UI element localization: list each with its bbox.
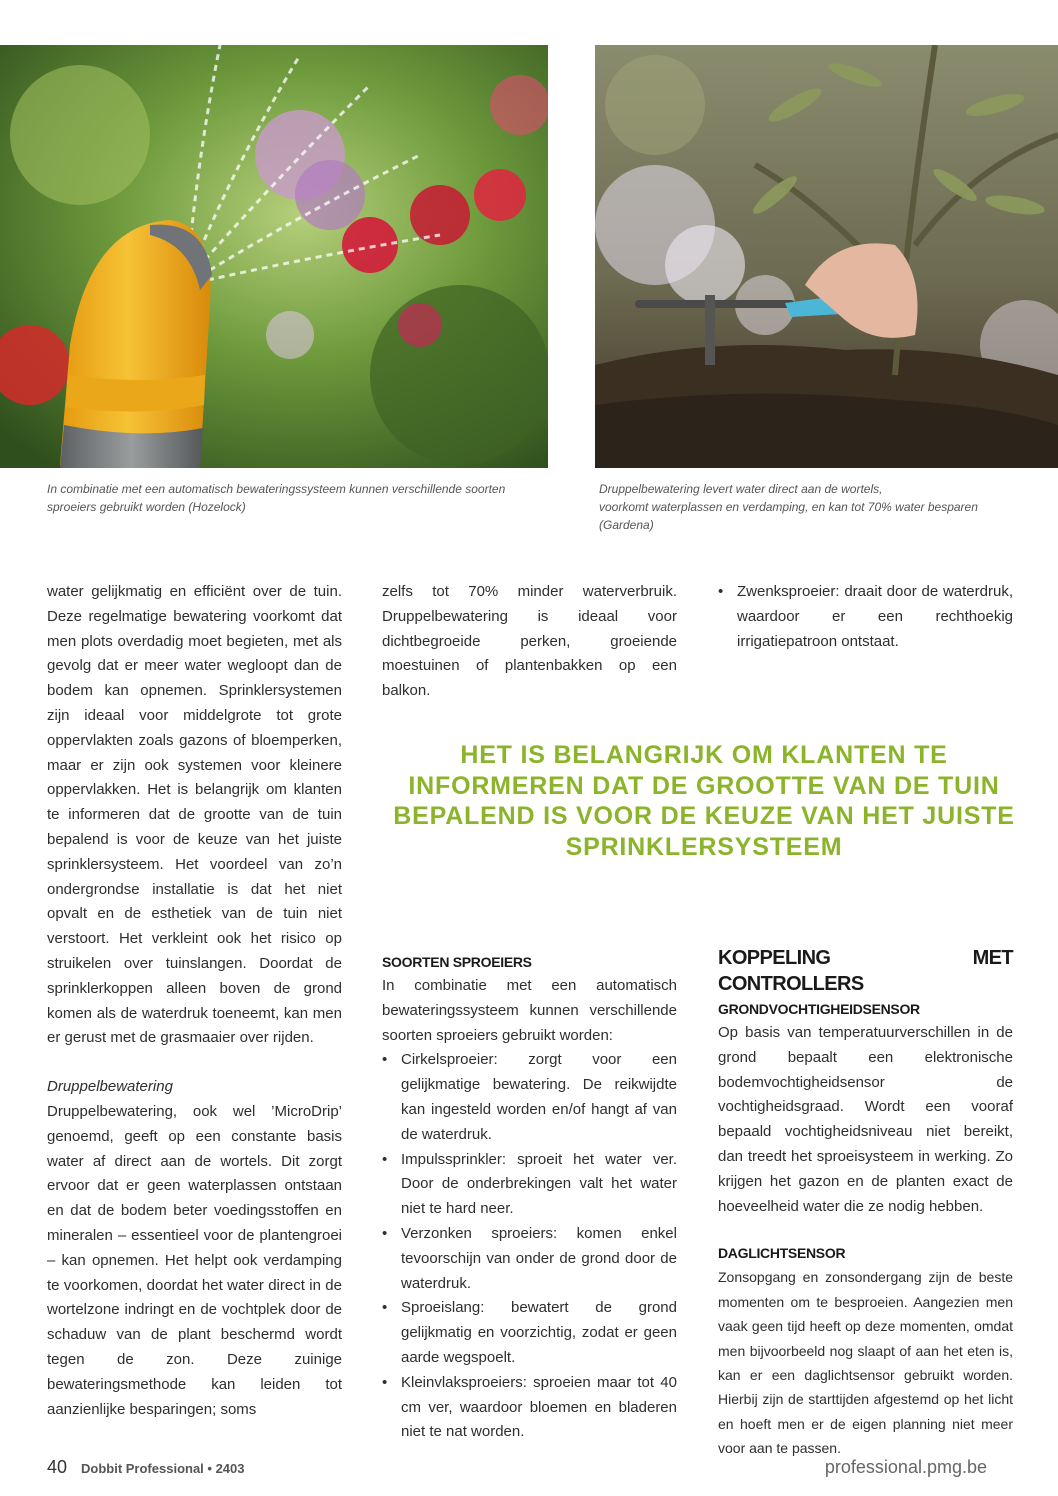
body-paragraph: Zonsopgang en zonsondergang zijn de beste momenten om te besproeien. Aangezien men vaak geen tijd heeft op deze momenten, omdat men bijvoorbeeld nog slaapt of aan het eten is, kan er een daglichtsensor gebruikt worden. Hierbij zijn de starttijden afgestemd op het licht en hoeft men er de eigen planning niet meer voor aan te passen.	[718, 1269, 1013, 1457]
bullet-item: • Zwenksproeier: draait door de waterdruk, waardoor er een rechthoekig irrigatiepatroon ontstaat.	[718, 580, 1013, 654]
magazine-name: Dobbit Professional • 2403	[81, 1461, 245, 1476]
website-link[interactable]: professional.pmg.be	[824, 1457, 987, 1477]
subsection-title: DAGLICHTSENSOR	[718, 1245, 846, 1262]
section-soorten-sproeiers	[382, 950, 677, 1445]
article-column-2-top	[382, 580, 677, 704]
caption-right-line: Druppelbewatering levert water direct aan de wortels,	[599, 482, 883, 496]
body-paragraph: Druppelbewatering, ook wel ’MicroDrip’ genoemd, geeft op een constante basis water af direct aan de wortels. Dit zorgt ervoor dat er geen waterplassen ontstaan en dat de bodem beter voedingsstoffen en mineralen – essentieel voor de plantengroei – kan opnemen. Het helpt ook verdamping te voorkomen, doordat het water direct in de wortelzone indringt en de vochtplek door de schaduw van de plant beschermd wordt tegen de zon. Deze zuinige bewateringsmethode kan leiden tot aanzienlijke besparingen; soms	[47, 1102, 342, 1418]
pull-quote: HET IS BELANGRIJK OM KLANTEN TE INFORMEREN DAT DE GROOTTE VAN DE TUIN BEPALEND IS VOOR DE KEUZE VAN HET JUISTE SPRINKLERSYSTEEM	[393, 741, 1015, 861]
body-paragraph: zelfs tot 70% minder waterverbruik. Druppelbewatering is ideaal voor dichtbegroeide perken, groeiende moestuinen of plantenbakken op een balkon.	[382, 583, 677, 700]
article-column-1	[47, 580, 342, 1422]
body-paragraph: Op basis van temperatuurverschillen in de grond bepaalt een elektronische bodemvochtigheidsensor de vochtigheidsgraad. Wordt een vooraf bepaald vochtigheidsniveau niet bereikt, dan treedt het sproeisysteem in werking. Zo krijgen het gazon en de planten exact de hoeveelheid water die ze nodig hebben.	[718, 1024, 1013, 1215]
bullet-item: • Sproeislang: bewatert de grond gelijkmatig en voorzichtig, zodat er geen aarde wegspoelt.	[382, 1296, 677, 1370]
body-paragraph: In combinatie met een automatisch bewateringssysteem kunnen verschillende soorten sproeiers gebruikt worden:	[382, 977, 677, 1044]
caption-right-line: voorkomt waterplassen en verdamping, en kan tot 70% water besparen	[599, 500, 978, 514]
subsection-title: GRONDVOCHTIGHEIDSENSOR	[718, 1001, 920, 1017]
bullet-item: • Kleinvlaksproeiers: sproeien maar tot 40 cm ver, waardoor bloemen en bladeren niet te nat worden.	[382, 1371, 677, 1445]
photo-caption-right	[599, 480, 1019, 534]
body-paragraph: water gelijkmatig en efficiënt over de tuin. Deze regelmatige bewatering voorkomt dat men plots overdadig moet begieten, met als gevolg dat er meer water wegloopt dan de bodem kan opnemen. Sprinklersystemen zijn ideaal voor middelgrote tot grote oppervlakten zoals gazons of bloemperken, maar er zijn ook systemen voor kleinere oppervlakken. Het is belangrijk om klanten te informeren dat de grootte van de tuin bepalend is voor de keuze van het juiste sprinklersysteem. Het voordeel van zo’n ondergrondse installatie is dat het niet opvalt en de esthetiek van de tuin niet verstoort. Het verkleint ook het risico op struikelen over tuinslangen. Doordat de sprinklerkoppen alleen boven de grond komen als de waterdruk toeneemt, kan men er gerust met de grasmaaier over rijden.	[47, 583, 342, 1047]
drip-irrigation-photo	[595, 45, 1058, 468]
drip-irrigation-illustration	[595, 45, 1058, 468]
photo-caption-left: In combinatie met een automatisch bewateringssysteem kunnen verschillende soorten sproeiers gebruikt worden (Hozelock)	[47, 482, 506, 514]
subheading-druppelbewatering: Druppelbewatering	[47, 1078, 173, 1096]
caption-right-line: (Gardena)	[599, 518, 654, 532]
bullet-list	[718, 580, 1013, 654]
article-column-3-top	[718, 580, 1013, 654]
section-title: SOORTEN SPROEIERS	[382, 954, 532, 970]
sprinkler-illustration	[0, 45, 548, 468]
sprinkler-photo	[0, 45, 548, 468]
bullet-item: • Verzonken sproeiers: komen enkel tevoorschijn van onder de grond door de waterdruk.	[382, 1222, 677, 1296]
bullet-item: • Cirkelsproeier: zorgt voor een gelijkmatige bewatering. De reikwijdte kan ingesteld worden en/of hangt af van de waterdruk.	[382, 1048, 677, 1147]
bullet-item: • Impulssprinkler: sproeit het water ver. Door de onderbrekingen valt het water niet te hard neer.	[382, 1148, 677, 1222]
section-koppeling	[718, 945, 1013, 1461]
bullet-list	[382, 1048, 677, 1445]
page-number: 40	[47, 1457, 68, 1477]
section-title: KOPPELING MET CONTROLLERS	[718, 947, 1013, 995]
